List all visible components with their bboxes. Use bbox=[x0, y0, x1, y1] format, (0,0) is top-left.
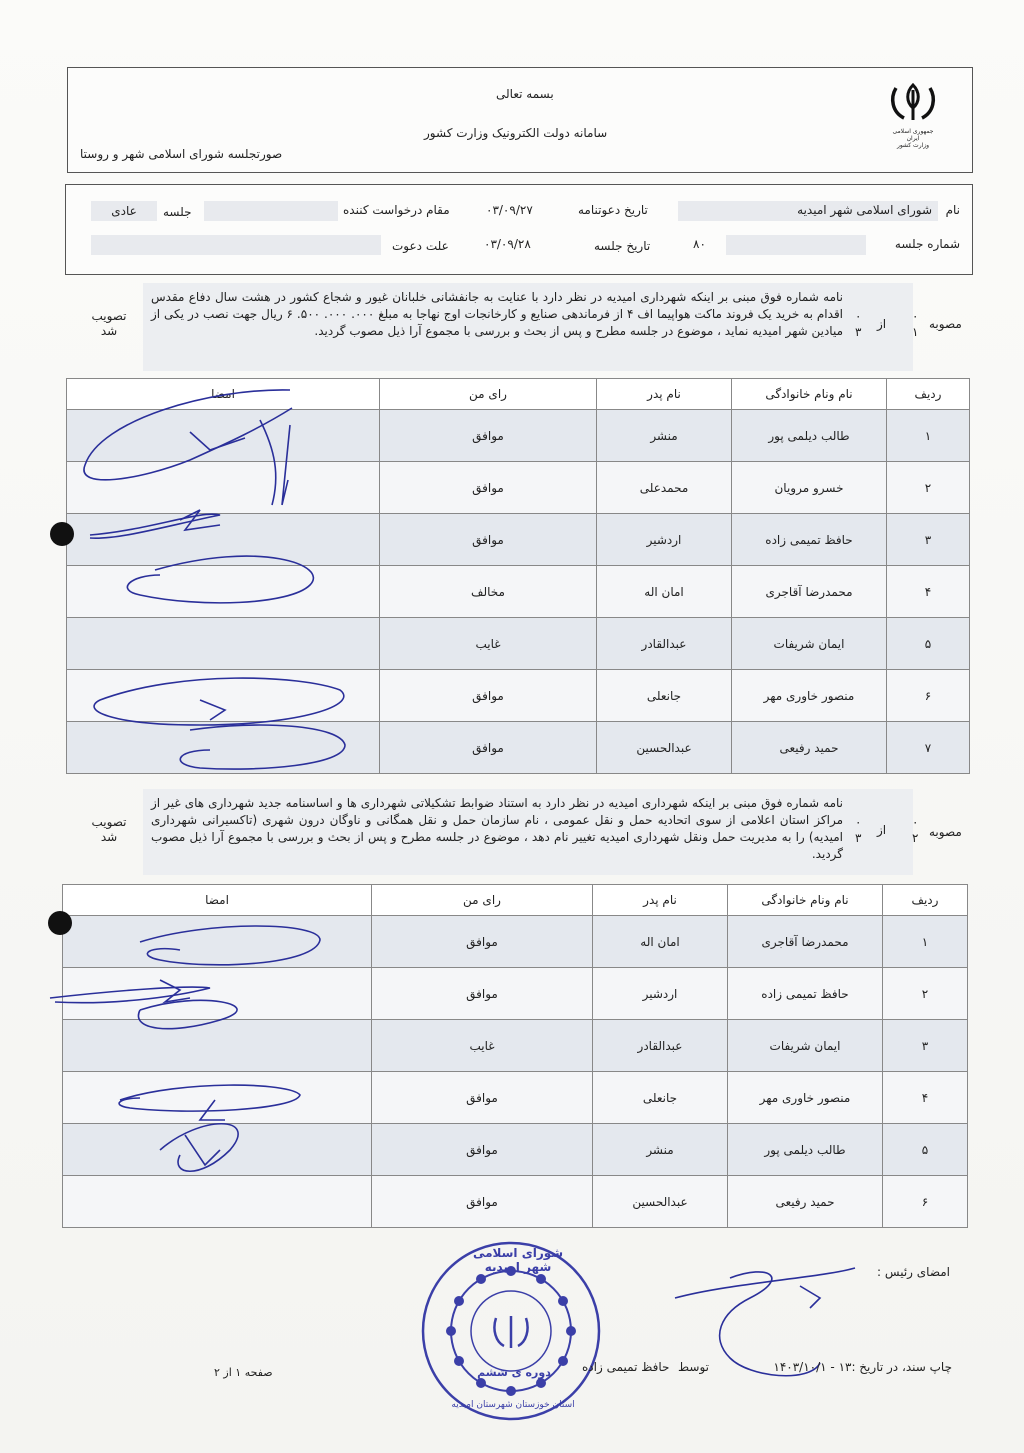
col-vote-header: رای من bbox=[372, 885, 593, 916]
resolution-1-text: نامه شماره فوق مبنی بر اینکه شهرداری امیدیه در نظر دارد با عنایت به جانفشانی خلبانان غیور و شجاع کشور در هشت سال دفاع مقدس اقدام به خرید یک فروند ماکت هواپیما اف ۴ از فرماندهی صنایع و کارخانجات اوج نهاجا به مبلغ ۰۰۰. ۰۰۰. ۵۰۰. ۶ ریال جهت نصب در یکی از میادین شهر امیدیه نماید ، موضوع در جلسه مطرح و پس از بحث و بررسی با مجموع آرا ذیل مصوب گردید. bbox=[151, 290, 844, 338]
votes-table-1 bbox=[66, 378, 970, 774]
table-row: ۱ محمدرضا آقاجری امان اله موافق bbox=[63, 916, 968, 968]
emblem-caption-1: جمهوری اسلامی ایران bbox=[892, 128, 934, 142]
name-label: نام bbox=[945, 203, 960, 217]
session-info-box bbox=[65, 184, 973, 275]
resolution-1-total-zero: ۰ bbox=[855, 309, 862, 323]
invite-date-label: تاریخ دعوتنامه bbox=[578, 203, 648, 217]
table-row: ۶ منصور خاوری مهر جانعلی موافق bbox=[67, 670, 970, 722]
table-row: ۲ حافظ تمیمی زاده اردشیر موافق bbox=[63, 968, 968, 1020]
col-vote-header: رای من bbox=[380, 379, 597, 410]
col-name-header: نام ونام خانوادگی bbox=[732, 379, 887, 410]
council-stamp-icon bbox=[418, 1238, 604, 1424]
table-row: ۷ حمید رفیعی عبدالحسین موافق bbox=[67, 722, 970, 774]
stamp-bottom-text: استان خوزستان شهرستان امیدیه bbox=[451, 1400, 575, 1410]
session-date-label: تاریخ جلسه bbox=[594, 239, 651, 253]
session-date-value: ۰۳/۰۹/۲۸ bbox=[484, 237, 531, 251]
stamp-mid-text: دوره ی ششم bbox=[477, 1366, 551, 1379]
table-row: ۲ خسرو مرویان محمدعلی موافق bbox=[67, 462, 970, 514]
col-row-header: ردیف bbox=[883, 885, 968, 916]
session-type: عادی bbox=[91, 201, 157, 221]
resolution-1-num: ۱ bbox=[912, 325, 919, 339]
table-row: ۴ منصور خاوری مهر جانعلی موافق bbox=[63, 1072, 968, 1124]
col-name-header: نام ونام خانوادگی bbox=[728, 885, 883, 916]
resolution-1-zero: ۰ bbox=[912, 309, 919, 323]
session-no-label: شماره جلسه bbox=[894, 237, 960, 251]
col-sign-header: امضا bbox=[67, 379, 380, 410]
table-row: ۵ ایمان شریفات عبدالقادر غایب bbox=[67, 618, 970, 670]
table-header-row bbox=[63, 885, 968, 916]
session-no-value: ۸۰ bbox=[693, 237, 706, 251]
col-father-header: نام پدر bbox=[597, 379, 732, 410]
stamp-top-text: شورای اسلامی شهر امیدیه bbox=[472, 1246, 564, 1274]
system-title: سامانه دولت الکترونیک وزارت کشور bbox=[424, 126, 608, 140]
col-row-header: ردیف bbox=[887, 379, 970, 410]
resolution-1-total: ۳ bbox=[855, 325, 862, 339]
printed-by-label: توسط bbox=[678, 1360, 709, 1374]
col-father-header: نام پدر bbox=[593, 885, 728, 916]
table-row: ۱ طالب دیلمی پور منشر موافق bbox=[67, 410, 970, 462]
resolution-2-of: از bbox=[877, 823, 887, 837]
resolution-2 bbox=[65, 789, 971, 875]
print-info: چاپ سند، در تاریخ :۱۳ - ۱۴۰۳/۱۰/۱ bbox=[773, 1360, 952, 1374]
emblem-caption-2: وزارت کشور bbox=[896, 142, 930, 149]
header-box bbox=[67, 67, 973, 173]
table-header-row bbox=[67, 379, 970, 410]
bismillah: بسمه تعالی bbox=[496, 87, 554, 101]
doc-title: صورتجلسه شورای اسلامی شهر و روستا bbox=[80, 147, 283, 161]
resolution-2-total-zero: ۰ bbox=[855, 815, 862, 829]
resolution-2-status: تصویب شد bbox=[91, 815, 127, 844]
resolution-2-total: ۳ bbox=[855, 831, 862, 845]
resolution-2-label: مصوبه bbox=[929, 825, 962, 839]
col-sign-header: امضا bbox=[63, 885, 372, 916]
resolution-2-zero: ۰ bbox=[912, 815, 919, 829]
resolution-2-num: ۲ bbox=[912, 831, 919, 845]
session-no-field bbox=[726, 235, 866, 255]
table-row: ۵ طالب دیلمی پور منشر موافق bbox=[63, 1124, 968, 1176]
page-number: صفحه ۱ از ۲ bbox=[214, 1366, 273, 1379]
session-label: جلسه bbox=[163, 205, 192, 219]
table-row: ۳ ایمان شریفات عبدالقادر غایب bbox=[63, 1020, 968, 1072]
resolution-1-label: مصوبه bbox=[929, 317, 962, 331]
invite-date-value: ۰۳/۰۹/۲۷ bbox=[486, 203, 533, 217]
resolution-1-status: تصویب شد bbox=[91, 309, 127, 338]
iran-emblem-icon bbox=[886, 82, 940, 149]
table-row: ۶ حمید رفیعی عبدالحسین موافق bbox=[63, 1176, 968, 1228]
punch-hole bbox=[48, 911, 72, 935]
printed-by-name: حافظ تمیمی زاده bbox=[582, 1360, 670, 1374]
resolution-1 bbox=[65, 283, 971, 371]
votes-table-2 bbox=[62, 884, 968, 1228]
invite-reason-label: علت دعوت bbox=[392, 239, 449, 253]
resolution-1-of: از bbox=[877, 317, 887, 331]
council-name: شورای اسلامی شهر امیدیه bbox=[678, 201, 938, 221]
table-row: ۳ حافظ تمیمی زاده اردشیر موافق bbox=[67, 514, 970, 566]
chair-sign-label: امضای رئیس : bbox=[877, 1265, 950, 1279]
requester-label: مقام درخواست کننده bbox=[343, 203, 450, 217]
invite-reason-value bbox=[91, 235, 381, 255]
punch-hole bbox=[50, 522, 74, 546]
requester-value bbox=[204, 201, 338, 221]
resolution-2-text: نامه شماره فوق مبنی بر اینکه شهرداری امیدیه در نظر دارد به استناد ضوابط تشکیلاتی شهرداری ها و اساسنامه جدید شهرداری های غیر از مراکز استان اعلامی از سوی اتحادیه حمل و نقل عمومی ، نام سازمان حمل و نقل همگانی و ناوگان درون شهری (تاکسیرانی شهرداری امیدیه) را به مدیریت حمل ونقل شهرداری امیدیه تغییر نام دهد ، موضوع در جلسه مطرح و پس از بحث و بررسی با مجموع آرا ذیل مصوب گردید. bbox=[151, 796, 843, 861]
table-row: ۴ محمدرضا آقاجری امان اله مخالف bbox=[67, 566, 970, 618]
